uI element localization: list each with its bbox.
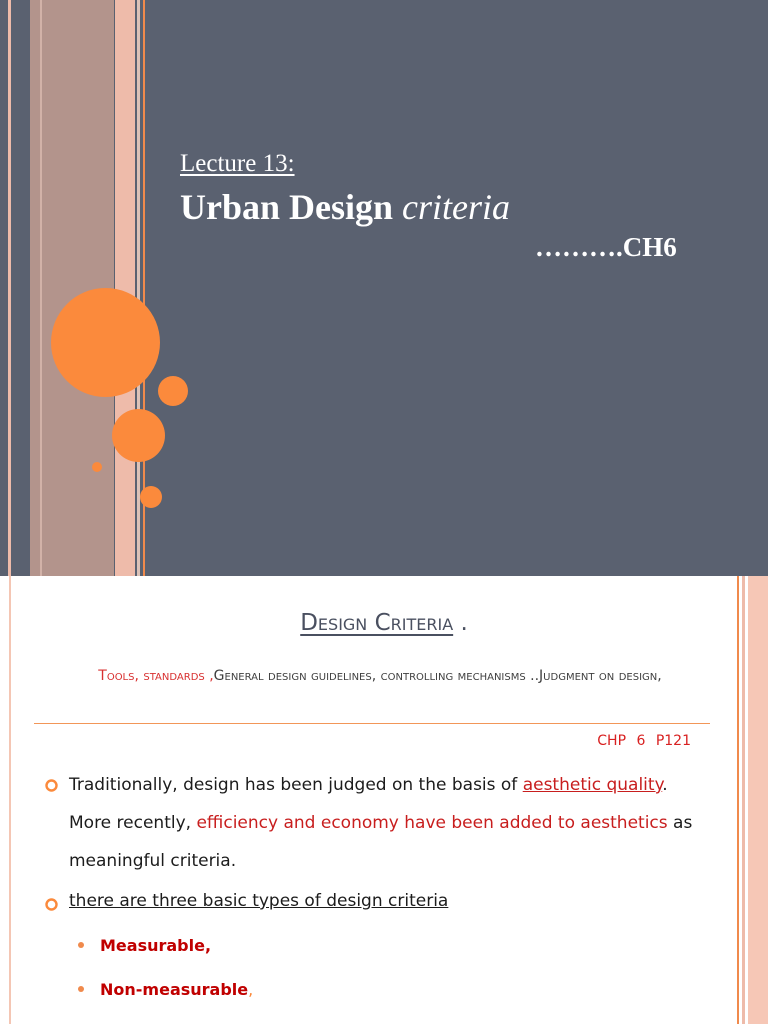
title-main: Urban Design [180,187,394,227]
bullet-1-part2: . More recently, [69,775,668,833]
bullet-1-part1: Traditionally, design has been judged on the basis of [69,775,523,795]
bullet-2-text: there are three basic types of design criteria [69,891,449,911]
sub-item-measurable [100,936,211,955]
right-stripe-3 [748,576,768,1024]
title-italic: criteria [402,187,511,227]
decor-circle-tiny [92,462,102,472]
stripe-peach-wide [115,0,135,576]
bullet-1-red: efficiency and economy have been added to aesthetics [196,813,668,833]
circle-bullet-icon [44,778,59,793]
chapter-label: ……….CH6 [535,232,677,262]
decor-circle-small-bottom [140,486,162,508]
subtitle [40,658,720,694]
lecture-number: Lecture 13: [180,150,295,177]
decor-circle-small-right [158,376,188,406]
subtitle-part1: Tools, standards , [98,668,214,684]
decor-circle-large [51,288,160,397]
dot-bullet-icon [78,942,84,948]
sub-item-label: Measurable, [100,936,212,955]
bullet-1-part3: as meaningful criteria. [69,813,693,871]
chapter-reference: CHP 6 P121 [597,733,691,749]
heading-suffix: . [453,610,468,636]
sub-item-non-measurable [100,980,253,999]
subtitle-part2: General design guidelines, controlling mechanisms ..Judgment on design, [213,668,662,684]
stripe-thin [40,0,42,576]
left-stripe [9,576,11,1024]
decor-circle-medium [112,409,165,462]
sub-item-suffix: , [248,980,254,999]
sub-item-label: Non-measurable [100,980,249,999]
slide-title [180,186,510,228]
circle-bullet-icon [44,897,59,912]
right-stripe-2 [742,576,745,1024]
slide-heading [0,610,768,636]
bullet-1-text [69,766,709,880]
heading-text: Design Criteria [300,610,454,636]
bullet-1-underlined: aesthetic quality [522,775,663,795]
dot-bullet-icon [78,986,84,992]
right-stripe-1 [737,576,739,1024]
content-slide [0,576,768,1024]
divider [34,723,710,724]
stripe-line-light [137,0,140,576]
stripe-band-peach [8,0,11,576]
